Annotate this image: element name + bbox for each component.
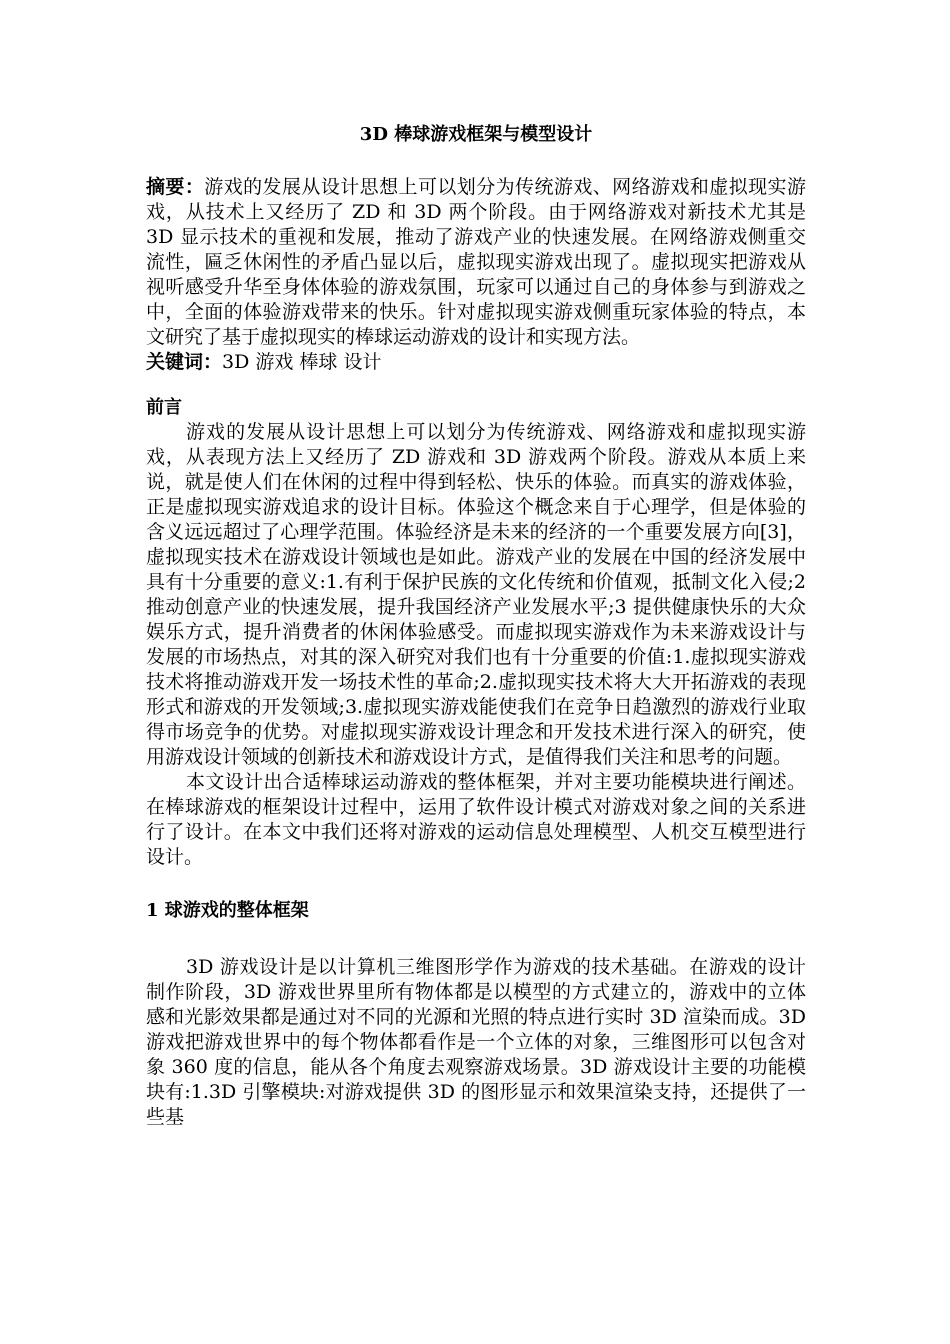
section-1-heading: 1 球游戏的整体框架 <box>146 900 309 921</box>
abstract <box>146 175 806 350</box>
preface-paragraph-1: 游戏的发展从设计思想上可以划分为传统游戏、网络游戏和虚拟现实游戏，从表现方法上又经历了 ZD 游戏和 3D 游戏两个阶段。游戏从本质上来说，就是使人们在休闲的过程中得到轻松、快乐的体验。而真实的游戏体验，正是虚拟现实游戏追求的设计目标。体验这个概念来自于心理学，但是体验的含义远远超过了心理学范围。体验经济是未来的经济的一个重要发展方向[3]，虚拟现实技术在游戏设计领域也是如此。游戏产业的发展在中国的经济发展中具有十分重要的意义:1.有利于保护民族的文化传统和价值观，抵制文化入侵;2 推动创意产业的快速发展，提升我国经济产业发展水平;3 提供健康快乐的大众娱乐方式，提升消费者的休闲体验感受。而虚拟现实游戏作为未来游戏设计与发展的市场热点，对其的深入研究对我们也有十分重要的价值:1.虚拟现实游戏技术将推动游戏开发一场技术性的革命;2.虚拟现实技术将大大开拓游戏的表现形式和游戏的开发领域;3.虚拟现实游戏能使我们在竞争日趋激烈的游戏行业取得市场竞争的优势。对虚拟现实游戏设计理念和开发技术进行深入的研究，使用游戏设计领域的创新技术和游戏设计方式，是值得我们关注和思考的问题。 <box>146 421 806 768</box>
keywords-text: 3D 游戏 棒球 设计 <box>222 351 382 373</box>
abstract-label: 摘要： <box>146 176 205 198</box>
document-page <box>146 120 806 1130</box>
abstract-text: 游戏的发展从设计思想上可以划分为传统游戏、网络游戏和虚拟现实游戏，从技术上又经历了 ZD 和 3D 两个阶段。由于网络游戏对新技术尤其是 3D 显示技术的重视和发展，推动了游戏产业的快速发展。在网络游戏侧重交流性，匾乏休闲性的矛盾凸显以后，虚拟现实游戏出现了。虚拟现实把游戏从视听感受升华至身体体验的游戏氛围，玩家可以通过自己的身体参与到游戏之中，全面的体验游戏带来的快乐。针对虚拟现实游戏侧重玩家体验的特点，本文研究了基于虚拟现实的棒球运动游戏的设计和实现方法。 <box>146 176 806 348</box>
keywords-label: 关键词： <box>146 351 223 373</box>
document-title: 3D 棒球游戏框架与模型设计 <box>359 124 593 145</box>
preface-paragraph-2: 本文设计出合适棒球运动游戏的整体框架，并对主要功能模块进行阐述。在棒球游戏的框架设计过程中，运用了软件设计模式对游戏对象之间的关系进行了设计。在本文中我们还将对游戏的运动信息处理模型、人机交互模型进行设计。 <box>146 771 806 868</box>
section-1-paragraph-1: 3D 游戏设计是以计算机三维图形学作为游戏的技术基础。在游戏的设计制作阶段，3D 游戏世界里所有物体都是以模型的方式建立的，游戏中的立体感和光影效果都是通过对不同的光源和光照的特点进行实时 3D 渲染而成。3D 游戏把游戏世界中的每个物体都看作是一个立体的对象，三维图形可以包含对象 360 度的信息，能从各个角度去观察游戏场景。3D 游戏设计主要的功能模块有:1.3D 引擎模块:对游戏提供 3D 的图形显示和效果渲染支持，还提供了一些基 <box>146 956 806 1128</box>
preface-heading: 前言 <box>146 397 182 418</box>
keywords <box>146 350 806 375</box>
